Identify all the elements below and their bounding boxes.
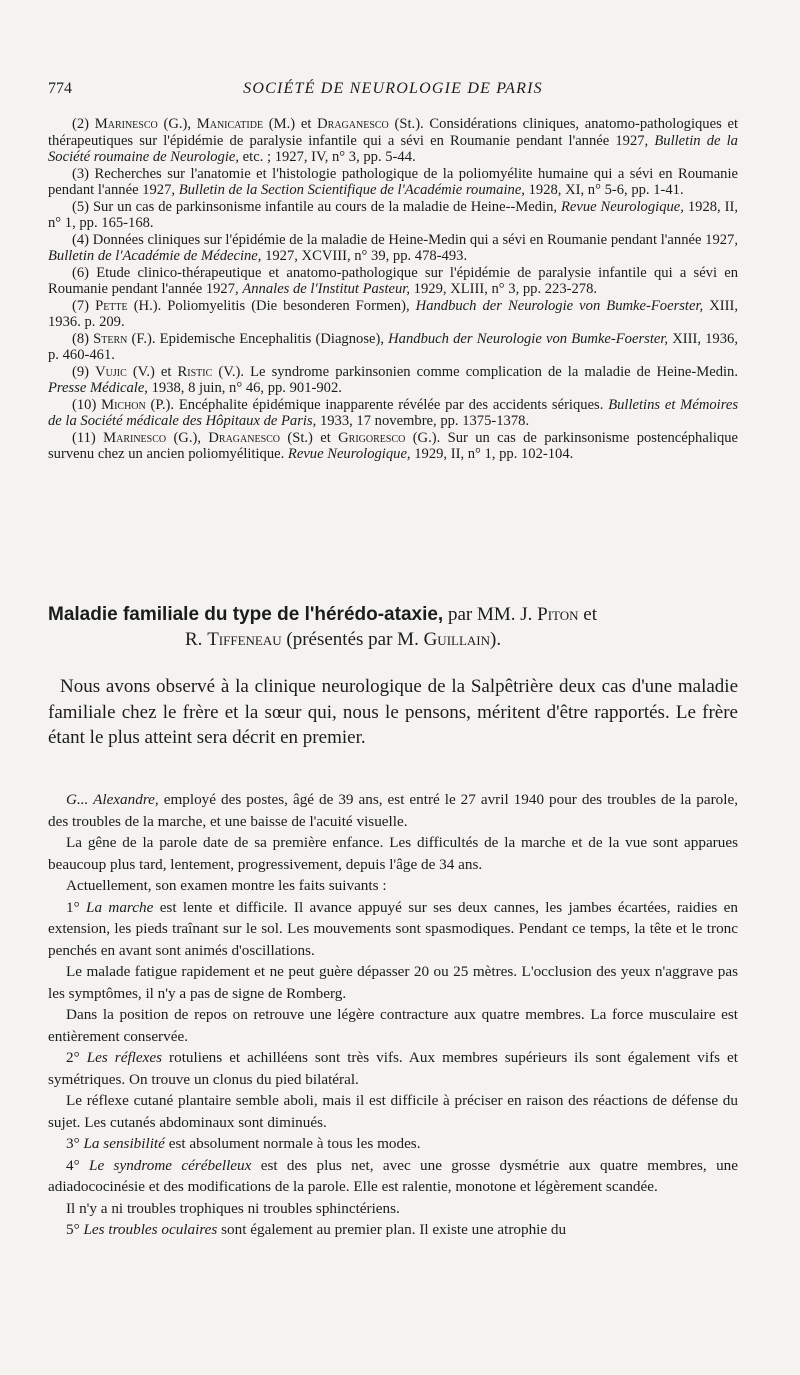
reference-item: (6) Etude clinico-thérapeutique et anatomo-pathologique sur l'épidémie de paralysie infantile qui a sévi en Roumanie pendant l'année 1927, Annales de l'Institut Pasteur, 1929, XLIII, n° 3, pp. 223-278. — [48, 264, 738, 297]
reference-item: (7) Pette (H.). Poliomyelitis (Die besonderen Formen), Handbuch der Neurologie von Bumke-Foerster, XIII, 1936. p. 209. — [48, 297, 738, 330]
reference-list — [48, 116, 738, 463]
reference-item: (3) Recherches sur l'anatomie et l'histologie pathologique de la poliomyélite humaine qui a sévi en Roumanie pendant l'année 1927, Bulletin de la Section Scientifique de l'Académie roumaine, 1928, XI, n° 5-6, pp. 1-41. — [48, 165, 738, 198]
reference-item: (11) Marinesco (G.), Draganesco (St.) et Grigoresco (G.). Sur un cas de parkinsonisme postencéphalique survenu chez un ancien poliomyélitique. Revue Neurologique, 1929, II, n° 1, pp. 102-104. — [48, 429, 739, 462]
body-paragraph: Le malade fatigue rapidement et ne peut guère dépasser 20 ou 25 mètres. L'occlusion des yeux n'aggrave pas les symptômes, il n'y a pas de signe de Romberg. — [48, 963, 738, 1002]
body-paragraph: Dans la position de repos on retrouve une légère contracture aux quatre membres. La force musculaire est entièrement conservée. — [48, 1006, 738, 1045]
body-paragraph: 2° Les réflexes rotuliens et achilléens sont très vifs. Aux membres supérieurs ils sont également vifs et symétriques. On trouve un clonus du pied bilatéral. — [48, 1049, 739, 1088]
body-paragraph: Il n'y a ni troubles trophiques ni troubles sphinctériens. — [66, 1199, 400, 1217]
body-paragraph: Actuellement, son examen montre les faits suivants : — [66, 877, 387, 894]
body-paragraph: 5° Les troubles oculaires sont également au premier plan. Il existe une atrophie du — [66, 1221, 567, 1238]
title-bold: Maladie familiale du type de l'hérédo-ataxie, — [48, 604, 444, 625]
reference-item: (9) Vujic (V.) et Ristic (V.). Le syndrome parkinsonien comme complication de la maladie de Heine-Medin. Presse Médicale, 1938, 8 juin, n° 46, pp. 901-902. — [48, 363, 738, 396]
reference-item: (2) Marinesco (G.), Manicatide (M.) et Draganesco (St.). Considérations cliniques, anatomo-pathologiques et thérapeutiques sur l'épidémie de paralysie infantile qui a sévi en Roumanie pendant l'année 1927, Bulletin de la Société roumaine de Neurologie, etc. ; 1927, IV, n° 3, pp. 5-44. — [48, 116, 739, 165]
body-paragraph: La gêne de la parole date de sa première enfance. Les difficultés de la marche et de la vue sont apparues beaucoup plus tard, lentement, progressivement, depuis l'âge de 34 ans. — [48, 834, 738, 873]
reference-item: (4) Données cliniques sur l'épidémie de la maladie de Heine-Medin qui a sévi en Roumanie pendant l'année 1927, Bulletin de l'Académie de Médecine, 1927, XCVIII, n° 39, pp. 478-493. — [48, 231, 738, 264]
reference-item: (5) Sur un cas de parkinsonisme infantile au cours de la maladie de Heine--Medin, Revue Neurologique, 1928, II, n° 1, pp. 165-168. — [48, 198, 738, 231]
page-number: 774 — [48, 80, 72, 97]
body-paragraph: 4° Le syndrome cérébelleux est des plus net, avec une grosse dysmétrie aux quatre membres, une adiadococinésie et des modifications de la parole. Elle est ralentie, monotone et légèrement scandée. — [48, 1156, 738, 1195]
body-paragraph: 3° La sensibilité est absolument normale à tous les modes. — [66, 1135, 421, 1152]
body-paragraph: G... Alexandre, employé des postes, âgé de 39 ans, est entré le 27 avril 1940 pour des troubles de la parole, des troubles de la marche, et une baisse de l'acuité visuelle. — [48, 791, 738, 830]
article-body — [48, 789, 738, 1241]
body-paragraph: Le réflexe cutané plantaire semble aboli, mais il est difficile à préciser en raison des réactions de défense du sujet. Les cutanés abdominaux sont diminués. — [48, 1092, 738, 1131]
lead-paragraph: Nous avons observé à la clinique neurologique de la Salpêtrière deux cas d'une maladie familiale chez le frère et la sœur qui, nous le pensons, méritent d'être rapportés. Le frère étant le plus atteint sera décrit en premier. — [48, 676, 738, 748]
article-title: Maladie familiale du type de l'hérédo-ataxie, par MM. J. Piton et R. Tiffeneau (présentés par M. Guillain). — [48, 604, 598, 650]
author-name: Tiffeneau — [207, 629, 282, 650]
author-name: Piton — [537, 604, 579, 625]
reference-item: (10) Michon (P.). Encéphalite épidémique inapparente révélée par des accidents sériques. Bulletins et Mémoires de la Société médicale des Hôpitaux de Paris, 1933, 17 novembre, pp. 1375-1378. — [48, 396, 739, 429]
page-header — [48, 80, 738, 104]
running-title: SOCIÉTÉ DE NEUROLOGIE DE PARIS — [243, 80, 543, 97]
body-paragraph: 1° La marche est lente et difficile. Il avance appuyé sur ses deux cannes, les jambes écartées, raidies en extension, les pieds traînant sur le sol. Les mouvements sont spasmodiques. Pendant ce temps, la tête et le tronc penchés en avant sont animés d'oscillations. — [48, 898, 738, 959]
presenter-name: Guillain — [423, 629, 491, 650]
reference-item: (8) Stern (F.). Epidemische Encephalitis (Diagnose), Handbuch der Neurologie von Bumke-Foerster, XIII, 1936, p. 460-461. — [48, 330, 738, 363]
